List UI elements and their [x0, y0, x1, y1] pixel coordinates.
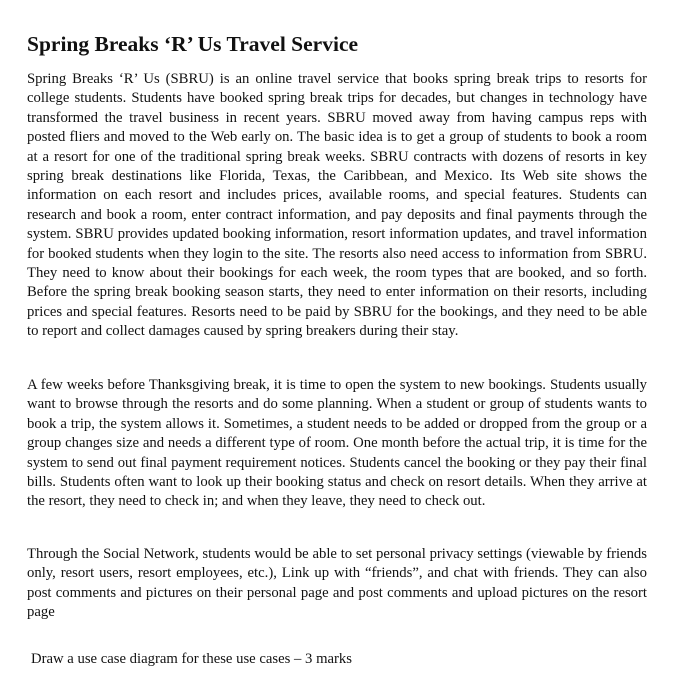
document-title: Spring Breaks ‘R’ Us Travel Service	[27, 32, 359, 56]
task-instruction: Draw a use case diagram for these use cases – 3 marks	[31, 651, 352, 667]
paragraph-booking-process: A few weeks before Thanksgiving break, it is time to open the system to new bookings. Students usually want to browse through the resorts and do some planning. When a student or group of students wants to book a trip, the system allows it. Sometimes, a student needs to be added or dropped from the group or a group changes size and needs a different type of room. One month before the actual trip, it is time for the system to send out final payment requirement notices. Students cancel the booking or they pay their final bills. Students often want to look up their booking status and check on resort details. When they arrive at the resort, they need to check in; and when they leave, they need to check out.	[27, 377, 647, 510]
paragraph-social-network: Through the Social Network, students would be able to set personal privacy settings (viewable by friends only, resort users, resort employees, etc.), Link up with “friends”, and chat with friends. They can also post comments and pictures on their personal page and post comments and upload pictures on the resort page	[27, 546, 647, 621]
paragraph-overview: Spring Breaks ‘R’ Us (SBRU) is an online travel service that books spring break trips to resorts for college students. Students have booked spring break trips for decades, but changes in technology have transformed the travel business in recent years. SBRU moved away from having campus reps with posted fliers and moved to the Web early on. The basic idea is to get a group of students to book a room at a resort for one of the traditional spring break weeks. SBRU contracts with dozens of resorts in key spring break destinations like Florida, Texas, the Caribbean, and Mexico. Its Web site shows the information on each resort and includes prices, available rooms, and special features. Students can research and book a room, enter contract information, and pay deposits and final payments through the system. SBRU provides updated booking information, resort information updates, and travel information for booked students when they login to the site. The resorts also need access to information from SBRU. They need to know about their bookings for each week, the room types that are booked, and so forth. Before the spring break booking season starts, they need to enter information on their resorts, including prices and special features. Resorts need to be paid by SBRU for the bookings, and they need to be able to report and collect damages caused by spring breakers during their stay.	[27, 71, 647, 340]
